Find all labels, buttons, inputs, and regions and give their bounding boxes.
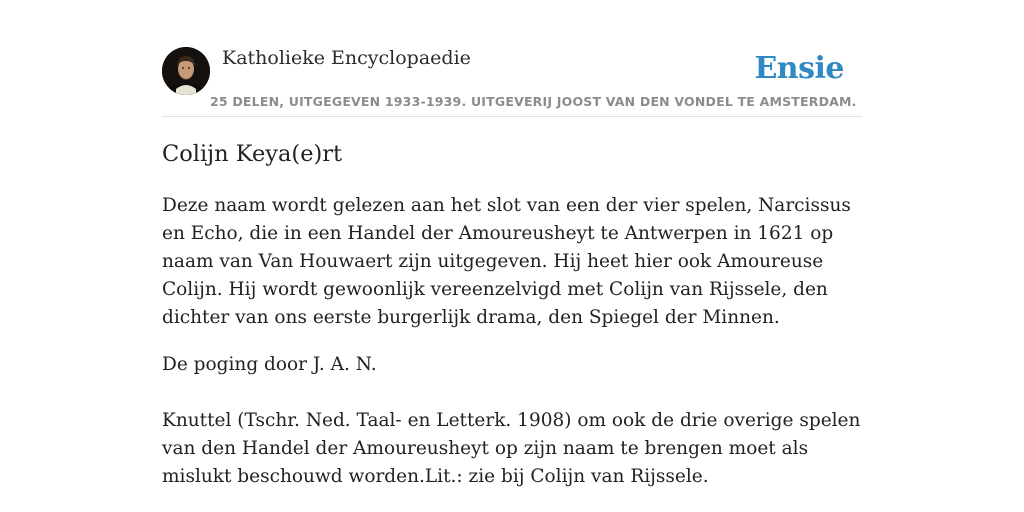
article-paragraph: De poging door J. A. N. [162,354,377,375]
article-paragraph: Knuttel (Tschr. Ned. Taal- en Letterk. 1908) om ook de drie overige spelen van den Handel der Amoureusheyt op zijn naam te brengen moet als mislukt beschouwd worden.Lit.: zie bij Colijn van Rijssele. [162,410,861,487]
article [162,138,868,491]
article-body [162,192,868,491]
book-subtitle: 25 DELEN, UITGEGEVEN 1933-1939. UITGEVERIJ JOOST VAN DEN VONDEL TE AMSTERDAM. [210,94,857,109]
portrait-avatar-icon[interactable] [162,47,210,95]
article-paragraph: Deze naam wordt gelezen aan het slot van een der vier spelen, Narcissus en Echo, die in een Handel der Amoureusheyt te Antwerpen in 1621 op naam van Van Houwaert zijn uitgegeven. Hij heet hier ook Amoureuse Colijn. Hij wordt gewoonlijk vereenzelvigd met Colijn van Rijssele, den dichter van ons eerste burgerlijk drama, den Spiegel der Minnen. [162,195,851,328]
site-header [162,44,862,117]
book-title[interactable]: Katholieke Encyclopaedie [222,47,471,69]
page-title: Colijn Keya(e)rt [162,141,343,167]
brand-logo-link[interactable]: Ensie [754,51,844,86]
